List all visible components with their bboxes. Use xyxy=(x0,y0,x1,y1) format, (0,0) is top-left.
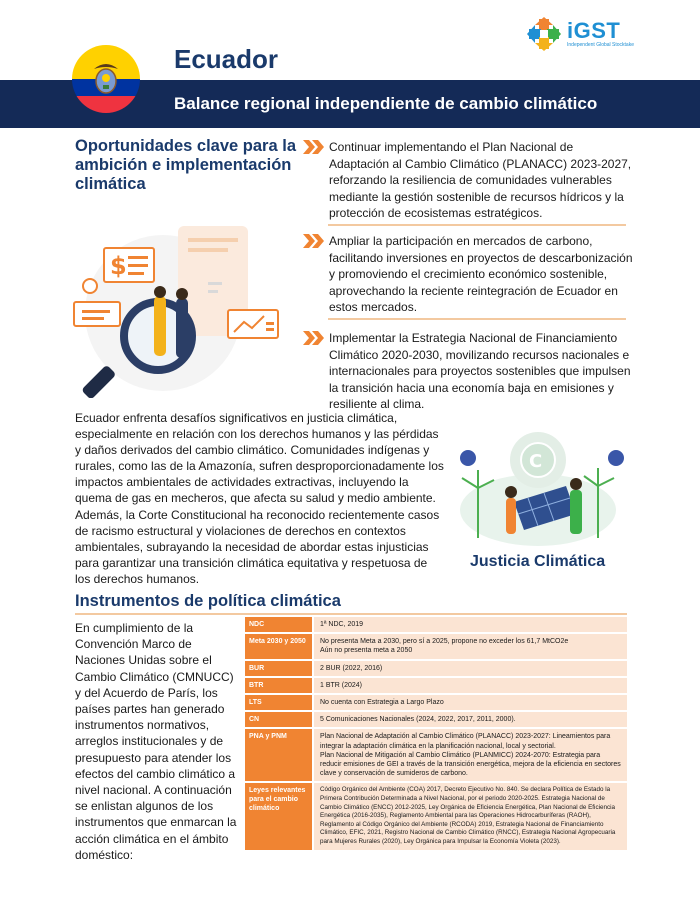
row-key: NDC xyxy=(245,617,312,632)
country-title: Ecuador xyxy=(174,44,279,74)
chevron-right-icon xyxy=(303,331,325,345)
row-key: CN xyxy=(245,712,312,727)
divider xyxy=(328,224,626,226)
igst-logo xyxy=(527,14,687,54)
table-row xyxy=(245,729,627,781)
instruments-title: Instrumentos de política climática xyxy=(75,592,341,610)
opportunity-item-1 xyxy=(303,139,633,222)
table-row xyxy=(245,634,627,658)
ecuador-flag-icon xyxy=(72,45,140,113)
table-row xyxy=(245,712,627,727)
divider xyxy=(75,613,627,615)
instruments-intro: En cumplimiento de la Convención Marco de Naciones Unidas sobre el Cambio Climático (CMNUCC) y del Acuerdo de París, los países partes han generado instrumentos normativos, arreglos institucionales y de presupuesto para atender los efectos del cambio climático a nivel nacional. A continuación se enlistan algunos de los instrumentos que enmarcan la acción climática en el ámbito doméstico: xyxy=(75,621,237,862)
row-value: No presenta Meta a 2030, pero sí a 2025, propone no exceder los 61,7 MtCO2e Aún no presenta meta a 2050 xyxy=(314,634,627,658)
opportunities-title: Oportunidades clave para la ambición e implementación climática xyxy=(75,137,296,193)
climate-justice-caption: Justicia Climática xyxy=(470,553,606,570)
climate-justice-text: Ecuador enfrenta desafíos significativos en justicia climática, especialmente en relación con los derechos humanos y las pérdidas y daños derivados del cambio climático. Comunidades indígenas y rurales, como las de la Amazonía, sufren desproporcionadamente los impactos ambientales de actividades extractivas, incluyendo la quema de gas en mecheros, que afecta su salud y medio ambiente. Además, la Corte Constitucional ha reconocido recientemente casos de racismo estructural y violaciones de derechos en contextos ambientales, subrayando la necesidad de abordar estas injusticias para garantizar una transición climática equitativa y respetuosa de los derechos humanos. xyxy=(75,411,444,586)
brand-name: iGST xyxy=(567,17,621,43)
row-value: Plan Nacional de Adaptación al Cambio Climático (PLANACC) 2023-2027: Lineamientos para integrar la adaptación climática en la planificación nacional, local y sectorial. Plan Nacional de Mitigación al Cambio Climático (PLANMICC) 2024-2070: Estrategia para reducir emisiones de GEI a través de la transición energética, mejora de la eficiencia en sectores clave y conservación de sumideros de carbono. xyxy=(314,729,627,781)
row-value: 2 BUR (2022, 2016) xyxy=(314,661,627,676)
table-row xyxy=(245,783,627,849)
chevron-right-icon xyxy=(303,234,325,248)
row-key: BUR xyxy=(245,661,312,676)
igst-logo-icon xyxy=(527,17,561,51)
magnifier-finance-illustration xyxy=(68,218,288,398)
table-row xyxy=(245,695,627,710)
instruments-table xyxy=(245,617,627,852)
chevron-right-icon xyxy=(303,140,325,154)
opportunity-text: Continuar implementando el Plan Nacional de Adaptación al Cambio Climático (PLANACC) 2023-2027, reforzando la resiliencia de comunidades vulnerables mediante la gestión sostenible de recursos hídricos y la protección de ecosistemas estratégicos. xyxy=(329,140,632,220)
svg-text:$: $ xyxy=(110,252,127,280)
row-value: Código Orgánico del Ambiente (COA) 2017, Decreto Ejecutivo No. 840. Se declara Política de Estado la Primera Contribución Determinada a Nivel Nacional, por el periodo 2020-2025. Estrategia Nacional de Cambio Climático (ENCC) 2012-2025, Ley Orgánica de Eficiencia Energética, Plan Nacional de Eficiencia Energética (2016-2035), Reglamento Ambiental para las Operaciones Hidrocarburíferas (RAOH), Reglamento al Código Orgánico del Ambiente (RCODA) 2019, Estrategia Nacional de Financiamiento Climático, EFIC, 2021, Registro Nacional de Cambio Climático (RNCC), Estrategia Nacional Agropecuaria para Mujeres Rurales (2020), Ley Orgánica para Impulsar la Economía Violeta (2023). xyxy=(314,783,627,849)
table-row xyxy=(245,678,627,693)
opportunity-text: Implementar la Estrategia Nacional de Financiamiento Climático 2020-2030, movilizando recursos nacionales e internacionales para proyectos sostenibles que impulsen la transición hacia una economía baja en emisiones y resiliente al clima. xyxy=(329,331,631,411)
row-key: LTS xyxy=(245,695,312,710)
opportunity-item-2 xyxy=(303,233,633,316)
row-value: 1ª NDC, 2019 xyxy=(314,617,627,632)
brand-tagline: Independent Global Stocktake xyxy=(567,41,634,48)
page-subtitle: Balance regional independiente de cambio climático xyxy=(174,94,598,113)
row-value: 5 Comunicaciones Nacionales (2024, 2022, 2017, 2011, 2000). xyxy=(314,712,627,727)
row-key: PNA y PNM xyxy=(245,729,312,781)
row-value: 1 BTR (2024) xyxy=(314,678,627,693)
opportunity-item-3 xyxy=(303,330,633,413)
row-key: Leyes relevantes para el cambio climático xyxy=(245,783,312,849)
opportunity-text: Ampliar la participación en mercados de carbono, facilitando inversiones en proyectos de descarbonización y promoviendo el crecimiento económico sostenible, aprovechando la reciente reintegración de Ecuador en estos mercados. xyxy=(329,234,633,314)
table-row xyxy=(245,617,627,632)
row-key: Meta 2030 y 2050 xyxy=(245,634,312,658)
divider xyxy=(328,318,626,320)
table-row xyxy=(245,661,627,676)
svg-text:C: C xyxy=(529,451,543,472)
row-key: BTR xyxy=(245,678,312,693)
row-value: No cuenta con Estrategia a Largo Plazo xyxy=(314,695,627,710)
renewable-energy-illustration xyxy=(448,428,628,548)
